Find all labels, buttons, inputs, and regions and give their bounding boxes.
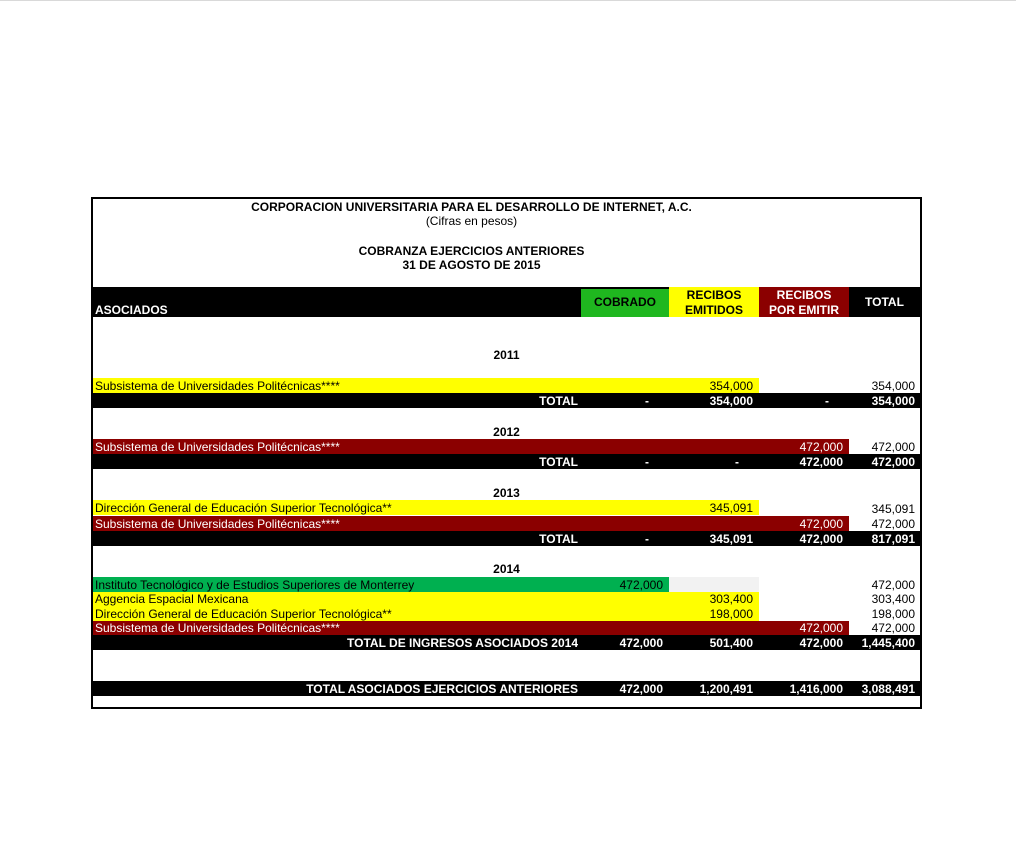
total-2013-label: TOTAL xyxy=(539,532,578,546)
total-2012-por-emitir: 472,000 xyxy=(799,455,843,469)
col-emitidos-line2: EMITIDOS xyxy=(684,303,743,317)
units-note: (Cifras en pesos) xyxy=(425,214,518,228)
row-2014-3-total: 198,000 xyxy=(871,607,915,621)
col-emitidos-line1: RECIBOS xyxy=(686,288,742,302)
total-2011-emitidos: 354,000 xyxy=(709,394,753,408)
total-2013-cobrado: - xyxy=(645,532,649,546)
total-2014-total: 1,445,400 xyxy=(861,636,915,650)
row-2014-1-total: 472,000 xyxy=(871,578,915,592)
row-2014-3-name: Dirección General de Educación Superior Tecnológica** xyxy=(95,607,392,621)
grand-total-label: TOTAL ASOCIADOS EJERCICIOS ANTERIORES xyxy=(306,682,578,696)
year-2013-heading: 2013 xyxy=(493,486,520,500)
total-2013-total: 817,091 xyxy=(871,532,915,546)
row-2012-1-total: 472,000 xyxy=(871,440,915,454)
total-2011-por-emitir: - xyxy=(825,394,829,408)
total-2012-total: 472,000 xyxy=(871,455,915,469)
row-2013-2-name: Subsistema de Universidades Politécnicas**** xyxy=(95,517,340,531)
grand-total-emitidos: 1,200,491 xyxy=(699,682,753,696)
row-2013-2-por-emitir: 472,000 xyxy=(799,517,843,531)
total-2013-emitidos: 345,091 xyxy=(709,532,753,546)
grand-total-total: 3,088,491 xyxy=(861,682,915,696)
row-2012-1-por-emitir: 472,000 xyxy=(799,440,843,454)
report-sheet xyxy=(91,197,922,709)
total-2013-por-emitir: 472,000 xyxy=(799,532,843,546)
row-2013-1-emitidos: 345,091 xyxy=(709,501,753,515)
row-2014-2-name: Aggencia Espacial Mexicana xyxy=(95,592,249,606)
total-2011-total: 354,000 xyxy=(871,394,915,408)
total-2012-cobrado: - xyxy=(645,455,649,469)
total-2014-emitidos: 501,400 xyxy=(709,636,753,650)
row-2014-4-total: 472,000 xyxy=(871,621,915,635)
year-2012-heading: 2012 xyxy=(493,425,520,439)
row-2013-1-total: 345,091 xyxy=(871,502,915,516)
row-2012-1-name: Subsistema de Universidades Politécnicas**** xyxy=(95,440,340,454)
total-2012-label: TOTAL xyxy=(539,455,578,469)
col-por-emitir-line2: POR EMITIR xyxy=(768,303,839,317)
grand-total-por-emitir: 1,416,000 xyxy=(789,682,843,696)
row-2014-1-cobrado: 472,000 xyxy=(619,578,663,592)
row-2014-2-emitidos: 303,400 xyxy=(709,592,753,606)
total-2014-por-emitir: 472,000 xyxy=(799,636,843,650)
grand-total-cobrado: 472,000 xyxy=(619,682,663,696)
top-divider xyxy=(0,0,1016,1)
report-title: COBRANZA EJERCICIOS ANTERIORES xyxy=(358,244,585,258)
row-2014-4-name: Subsistema de Universidades Politécnicas**** xyxy=(95,621,340,635)
col-total: TOTAL xyxy=(865,295,904,309)
row-2011-1-emitidos: 354,000 xyxy=(709,379,753,393)
total-2012-emitidos: - xyxy=(735,455,739,469)
col-por-emitir-line1: RECIBOS xyxy=(776,288,832,302)
year-2014-heading: 2014 xyxy=(493,562,520,576)
row-2014-4-por-emitir: 472,000 xyxy=(799,621,843,635)
row-2014-1-name: Instituto Tecnológico y de Estudios Superiores de Monterrey xyxy=(95,578,415,592)
year-2011-heading: 2011 xyxy=(493,348,520,362)
total-2014-cobrado: 472,000 xyxy=(619,636,663,650)
row-2013-2-total: 472,000 xyxy=(871,517,915,531)
col-asociados: ASOCIADOS xyxy=(95,303,168,317)
org-title: CORPORACION UNIVERSITARIA PARA EL DESARROLLO DE INTERNET, A.C. xyxy=(251,200,692,214)
row-2011-1-name: Subsistema de Universidades Politécnicas**** xyxy=(95,379,340,393)
total-2011-label: TOTAL xyxy=(539,394,578,408)
col-cobrado: COBRADO xyxy=(594,295,656,309)
empty-cell xyxy=(669,577,759,592)
row-2014-3-emitidos: 198,000 xyxy=(709,607,753,621)
row-2014-2-total: 303,400 xyxy=(871,592,915,606)
total-2011-cobrado: - xyxy=(645,394,649,408)
report-date: 31 DE AGOSTO DE 2015 xyxy=(402,258,541,272)
row-2013-1-name: Dirección General de Educación Superior Tecnológica** xyxy=(95,501,392,515)
total-2014-label: TOTAL DE INGRESOS ASOCIADOS 2014 xyxy=(347,636,578,650)
row-2011-1-total: 354,000 xyxy=(871,379,915,393)
